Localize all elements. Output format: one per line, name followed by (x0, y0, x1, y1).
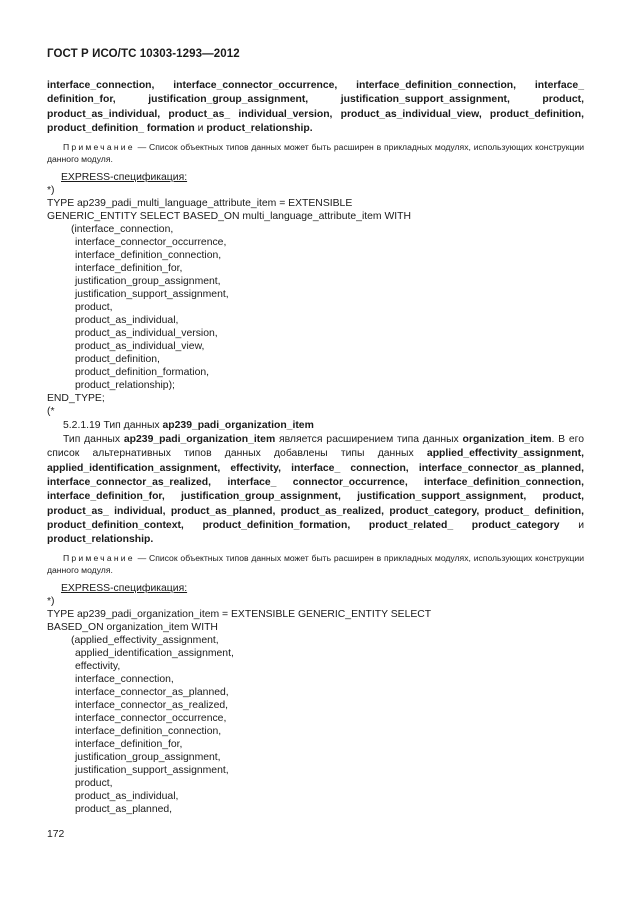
express-1-item: product_relationship); (75, 379, 175, 391)
page-number: 172 (47, 829, 65, 840)
section-type-name: ap239_padi_organization_item (162, 419, 314, 431)
express-1-item: product_as_individual, (75, 314, 179, 326)
note-1 (47, 142, 584, 166)
desc-part: Тип данных (63, 434, 124, 446)
intro-end: . (309, 122, 313, 134)
intro-paragraph (47, 79, 584, 136)
express-1-item: product, (75, 301, 113, 313)
desc-conjunction: и (559, 519, 584, 531)
intro-entity-list: interface_connection, interface_connector_occurrence, interface_definition_connection, interface_ definition_for, justification_group_assignment, justification_support_assignment, product, product_as_individual, product_as_ individual_version, product_as_individual_view, product_definition, product_definition_ formation (47, 80, 584, 134)
express-1-item: interface_definition_connection, (75, 249, 222, 261)
desc-end: . (150, 534, 154, 546)
express-2-line2: BASED_ON organization_item WITH (47, 622, 218, 634)
note-1-text: — Список объектных типов данных может быть расширен в прикладных модулях, использующих конструкции данного модуля. (47, 142, 584, 164)
desc-type-list: applied_effectivity_assignment, applied_identification_assignment, effectivity, interface_ connection, interface_connector_as_planned, interface_connector_as_realized, interface_ connector_occurrence, interface_definition_connection, interface_definition_for, justification_group_assignment, justification_support_assignment, product, product_as_ individual, product_as_planned, product_as_realized, product_category, product_ definition, product_definition_context, product_definition_formation, product_related_ product_category (47, 448, 584, 531)
express-1-item: interface_connector_occurrence, (75, 236, 227, 248)
express-1-first-item: (interface_connection, (71, 223, 174, 235)
intro-conjunction: и (194, 122, 207, 134)
express-2-first-item: (applied_effectivity_assignment, (71, 635, 219, 647)
note-1-label: Примечание (63, 142, 135, 153)
express-1-item: product_as_individual_version, (75, 327, 218, 339)
express-1-item: interface_definition_for, (75, 262, 183, 274)
note-2-label: Примечание (63, 553, 135, 564)
express-2-open: *) (47, 596, 55, 608)
express-1-line2: GENERIC_ENTITY SELECT BASED_ON multi_language_attribute_item WITH (47, 210, 412, 222)
express-1-item: justification_support_assignment, (75, 288, 229, 300)
express-2-item: interface_connector_as_planned, (75, 687, 229, 699)
note-2 (47, 553, 584, 577)
express-2-item: interface_connector_occurrence, (75, 713, 227, 725)
document-header: ГОСТ Р ИСО/ТС 10303-1293—2012 (47, 48, 240, 60)
section-heading (47, 419, 584, 433)
express-2-item: interface_connector_as_realized, (75, 700, 229, 712)
express-1-line1: TYPE ap239_padi_multi_language_attribute_item = EXTENSIBLE (47, 197, 353, 209)
express-2-item: interface_connection, (75, 674, 174, 686)
express-2-line1: TYPE ap239_padi_organization_item = EXTENSIBLE GENERIC_ENTITY SELECT (47, 609, 432, 621)
express-1-open: *) (47, 184, 55, 196)
desc-part: является расширением типа данных (275, 434, 463, 446)
express-block-2 (47, 582, 584, 816)
express-2-item: interface_definition_for, (75, 739, 183, 751)
express-1-item: product_definition, (75, 353, 160, 365)
express-2-item: product_as_planned, (75, 804, 173, 816)
express-2-item: interface_definition_connection, (75, 726, 222, 738)
desc-part: . В его список альтернативных типов данных добавлены типы данных (47, 434, 584, 460)
express-block-1 (47, 171, 584, 418)
note-2-text: — Список объектных типов данных может быть расширен в прикладных модулях, использующих конструкции данного модуля. (47, 553, 584, 576)
desc-base-type: organization_item (462, 434, 552, 446)
express-2-label: EXPRESS-спецификация: (61, 583, 188, 595)
express-2-item: justification_group_assignment, (75, 752, 221, 764)
express-1-label: EXPRESS-спецификация: (61, 171, 188, 183)
intro-last-entity: product_relationship (206, 122, 310, 134)
express-2-item: product_as_individual, (75, 791, 179, 803)
desc-type-name: ap239_padi_organization_item (123, 434, 276, 446)
description-paragraph (47, 433, 584, 547)
express-2-item: effectivity, (75, 661, 121, 673)
express-1-item: product_as_individual_view, (75, 340, 205, 352)
express-1-item: justification_group_assignment, (75, 275, 221, 287)
express-2-item: applied_identification_assignment, (75, 648, 234, 660)
section-number: 5.2.1.19 Тип данных (63, 419, 163, 431)
express-1-end: END_TYPE; (47, 392, 105, 404)
express-1-item: product_definition_formation, (75, 366, 210, 378)
express-1-close: (* (47, 405, 55, 417)
desc-last-type: product_relationship (47, 534, 151, 546)
express-2-item: justification_support_assignment, (75, 765, 229, 777)
page-body (47, 79, 584, 816)
express-2-item: product, (75, 778, 113, 790)
